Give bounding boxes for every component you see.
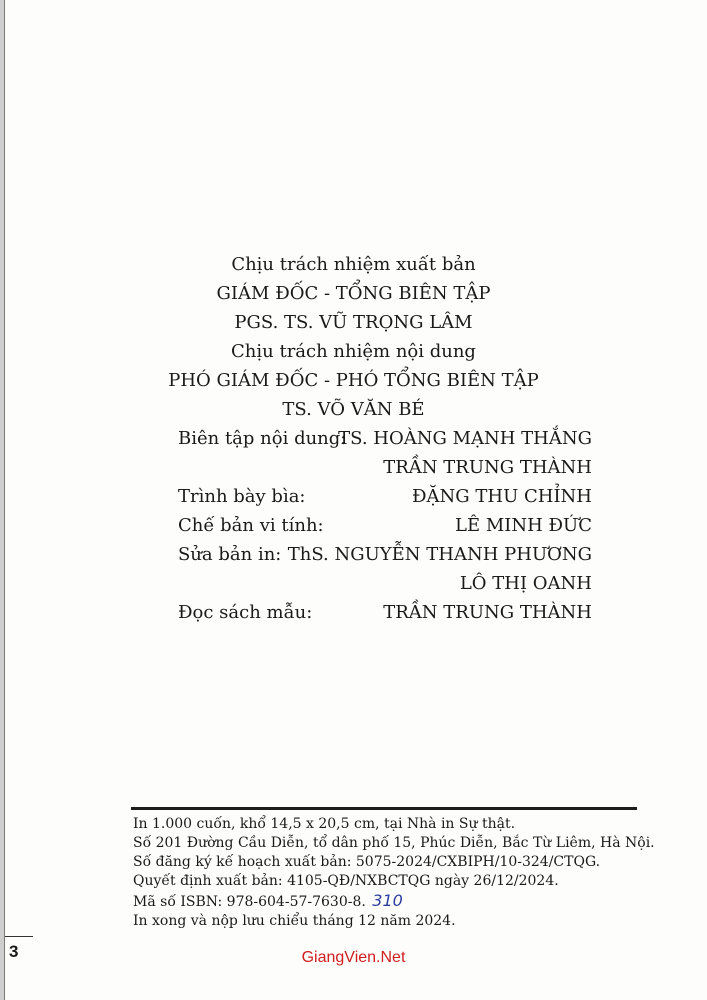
- imprint-divider: [131, 807, 637, 810]
- staff-row: [178, 515, 592, 544]
- staff-role: Trình bày bìa:: [178, 486, 306, 507]
- staff-role: Đọc sách mẫu:: [178, 602, 313, 623]
- imprint-isbn-line: [133, 891, 638, 912]
- imprint-registration: Số đăng ký kế hoạch xuất bản: 5075-2024/CXBIPH/10-324/CTQG.: [133, 854, 601, 870]
- publishing-responsibility-label: Chịu trách nhiệm xuất bản: [231, 254, 476, 275]
- publishing-responsibility-title: GIÁM ĐỐC - TỔNG BIÊN TẬP: [216, 283, 491, 304]
- staff-name: TS. HOÀNG MẠNH THẮNG: [338, 428, 592, 449]
- staff-credits: [178, 428, 592, 631]
- staff-row: [178, 544, 592, 573]
- editorial-responsibility-block: [0, 250, 707, 424]
- staff-row: [178, 602, 592, 631]
- staff-row: [178, 486, 592, 515]
- page-number: 3: [9, 942, 19, 961]
- staff-row: [178, 457, 592, 486]
- staff-role: Sửa bản in:: [178, 544, 282, 565]
- handwritten-note: 310: [372, 891, 403, 910]
- staff-name: ThS. NGUYỄN THANH PHƯƠNG: [287, 544, 592, 565]
- content-responsibility-label: Chịu trách nhiệm nội dung: [231, 341, 476, 362]
- staff-name: TRẦN TRUNG THÀNH: [383, 602, 592, 623]
- content-responsibility-title: PHÓ GIÁM ĐỐC - PHÓ TỔNG BIÊN TẬP: [168, 370, 539, 391]
- watermark: GiangVien.Net: [301, 949, 406, 966]
- staff-name: TRẦN TRUNG THÀNH: [383, 457, 592, 478]
- staff-role: Chế bản vi tính:: [178, 515, 324, 536]
- staff-name: LÔ THỊ OANH: [459, 573, 592, 594]
- imprint-address: Số 201 Đường Cầu Diễn, tổ dân phố 15, Phúc Diễn, Bắc Từ Liêm, Hà Nội.: [133, 835, 655, 851]
- page-spine-line: [4, 0, 5, 1000]
- staff-row: [178, 573, 592, 602]
- imprint-decision: Quyết định xuất bản: 4105-QĐ/NXBCTQG ngày 26/12/2024.: [133, 873, 559, 889]
- staff-name: ĐẶNG THU CHỈNH: [412, 486, 592, 507]
- staff-name: LÊ MINH ĐỨC: [455, 515, 592, 536]
- content-responsibility-name: TS. VÕ VĂN BÉ: [282, 399, 425, 420]
- imprint-block: [133, 815, 655, 931]
- imprint-deposit: In xong và nộp lưu chiểu tháng 12 năm 2024.: [133, 913, 456, 929]
- page-number-rule: [5, 936, 33, 937]
- staff-row: [178, 428, 592, 457]
- imprint-print-run: In 1.000 cuốn, khổ 14,5 x 20,5 cm, tại Nhà in Sự thật.: [133, 816, 516, 832]
- imprint-isbn: Mã số ISBN: 978-604-57-7630-8.: [133, 894, 366, 910]
- publishing-responsibility-name: PGS. TS. VŨ TRỌNG LÂM: [234, 312, 473, 333]
- staff-role: Biên tập nội dung:: [178, 428, 347, 449]
